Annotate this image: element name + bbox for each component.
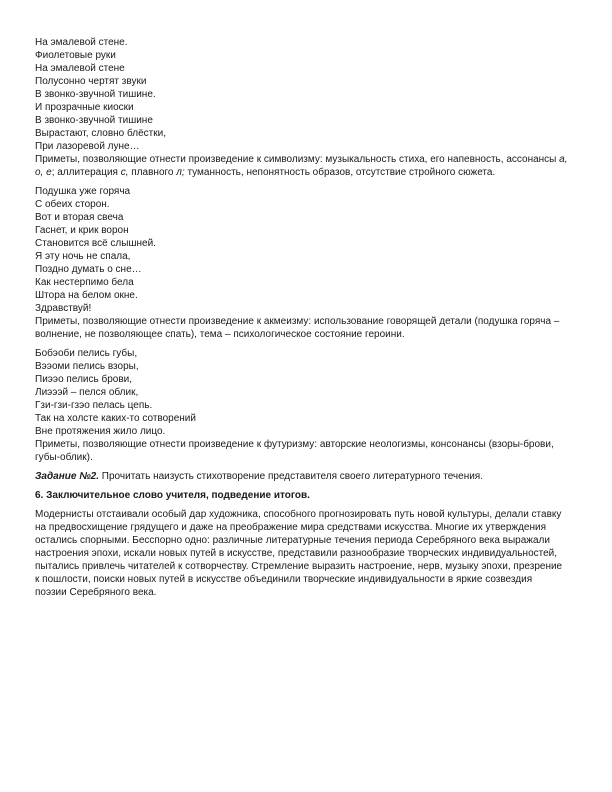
poem-acmeism [35,185,575,341]
poem-symbolism [35,36,575,179]
poem-line: При лазоревой луне… [35,141,140,152]
poem-futurism [35,347,575,464]
document-page [35,36,575,599]
poem-line: Поздно думать о сне… [35,264,142,275]
poem-line: И прозрачные киоски [35,102,134,113]
poem-line: На эмалевой стене. [35,37,128,48]
acmeism-note: Приметы, позволяющие отнести произведение к акмеизму: использование говорящей детали (подушка горяча – [35,316,560,327]
poem-line: Здравствуй! [35,303,92,314]
poem-line: Становится всё слышней. [35,238,156,249]
paragraph-line: остались спорными. Бесспорно одно: различные литературные течения периода Серебряного века выражали [35,535,550,546]
poem-line: С обеих сторон. [35,199,110,210]
paragraph-line: пытались привлечь читателей к сотворчеству. Стремление выразить настроение, нерв, музыку эпохи, презрение [35,561,563,572]
poem-line: Лиэээй – пелся облик, [35,387,139,398]
poem-line: Пиээо пелись брови, [35,374,133,385]
task-label: Задание №2. [35,471,100,482]
paragraph-line: поэзии Серебряного века. [35,587,157,598]
paragraph-line: Модернисты отстаивали особый дар художника, способного прогнозировать путь новой культуры, делали ставку [35,509,562,520]
futurism-note-cont: губы-облик). [35,452,93,463]
note-text: ; аллитерация [51,167,121,178]
section-heading: 6. Заключительное слово учителя, подведение итогов. [35,490,310,501]
poem-line: Полусонно чертят звуки [35,76,147,87]
poem-line: Вне протяжения жило лицо. [35,426,166,437]
poem-line: Гзи-гзи-гзэо пелась цепь. [35,400,153,411]
task-assignment [35,470,575,483]
poem-line: Штора на белом окне. [35,290,138,301]
note-italic: а, [559,154,568,165]
futurism-note: Приметы, позволяющие отнести произведение к футуризму: авторские неологизмы, консонансы (взоры-брови, [35,439,554,450]
poem-line: Так на холсте каких-то сотворений [35,413,196,424]
paragraph-line: к пошлости, поиски новых путей в искусстве объединили творческие индивидуальности в яркие созвездия [35,574,533,585]
note-italic: о, е [35,167,52,178]
poem-line: Бобэоби пелись губы, [35,348,138,359]
poem-line: В звонко-звучной тишине. [35,89,156,100]
poem-line: Вот и вторая свеча [35,212,124,223]
poem-line: В звонко-звучной тишине [35,115,153,126]
symbolism-note [35,153,575,166]
poem-line: Вээоми пелись взоры, [35,361,139,372]
symbolism-note-cont [35,166,575,179]
note-text: Приметы, позволяющие отнести произведение к символизму: музыкальность стиха, его напевность, ассонансы [35,154,560,165]
poem-line: Вырастают, словно блёстки, [35,128,166,139]
note-italic: л; [176,167,185,178]
note-text: плавного [128,167,177,178]
paragraph-line: настроения эпохи, искали новых путей в искусстве, представили разнообразие творческих индивидуальностей, [35,548,558,559]
task-text: Прочитать наизусть стихотворение представителя своего литературного течения. [99,471,483,482]
poem-line: Я эту ночь не спала, [35,251,131,262]
acmeism-note-cont: волнение, не позволяющее спать), тема – психологическое состояние героини. [35,329,405,340]
paragraph-line: на предвосхищение грядущего и даже на преображение мира средствами искусства. Многие их утверждения [35,522,546,533]
poem-line: Подушка уже горяча [35,186,131,197]
note-italic: с, [120,167,129,178]
note-text: туманность, непонятность образов, отсутствие стройного сюжета. [184,167,496,178]
poem-line: Фиолетовые руки [35,50,116,61]
poem-line: Как нестерпимо бела [35,277,134,288]
poem-line: На эмалевой стене [35,63,125,74]
poem-line: Гаснет, и крик ворон [35,225,129,236]
concluding-paragraph [35,508,575,599]
